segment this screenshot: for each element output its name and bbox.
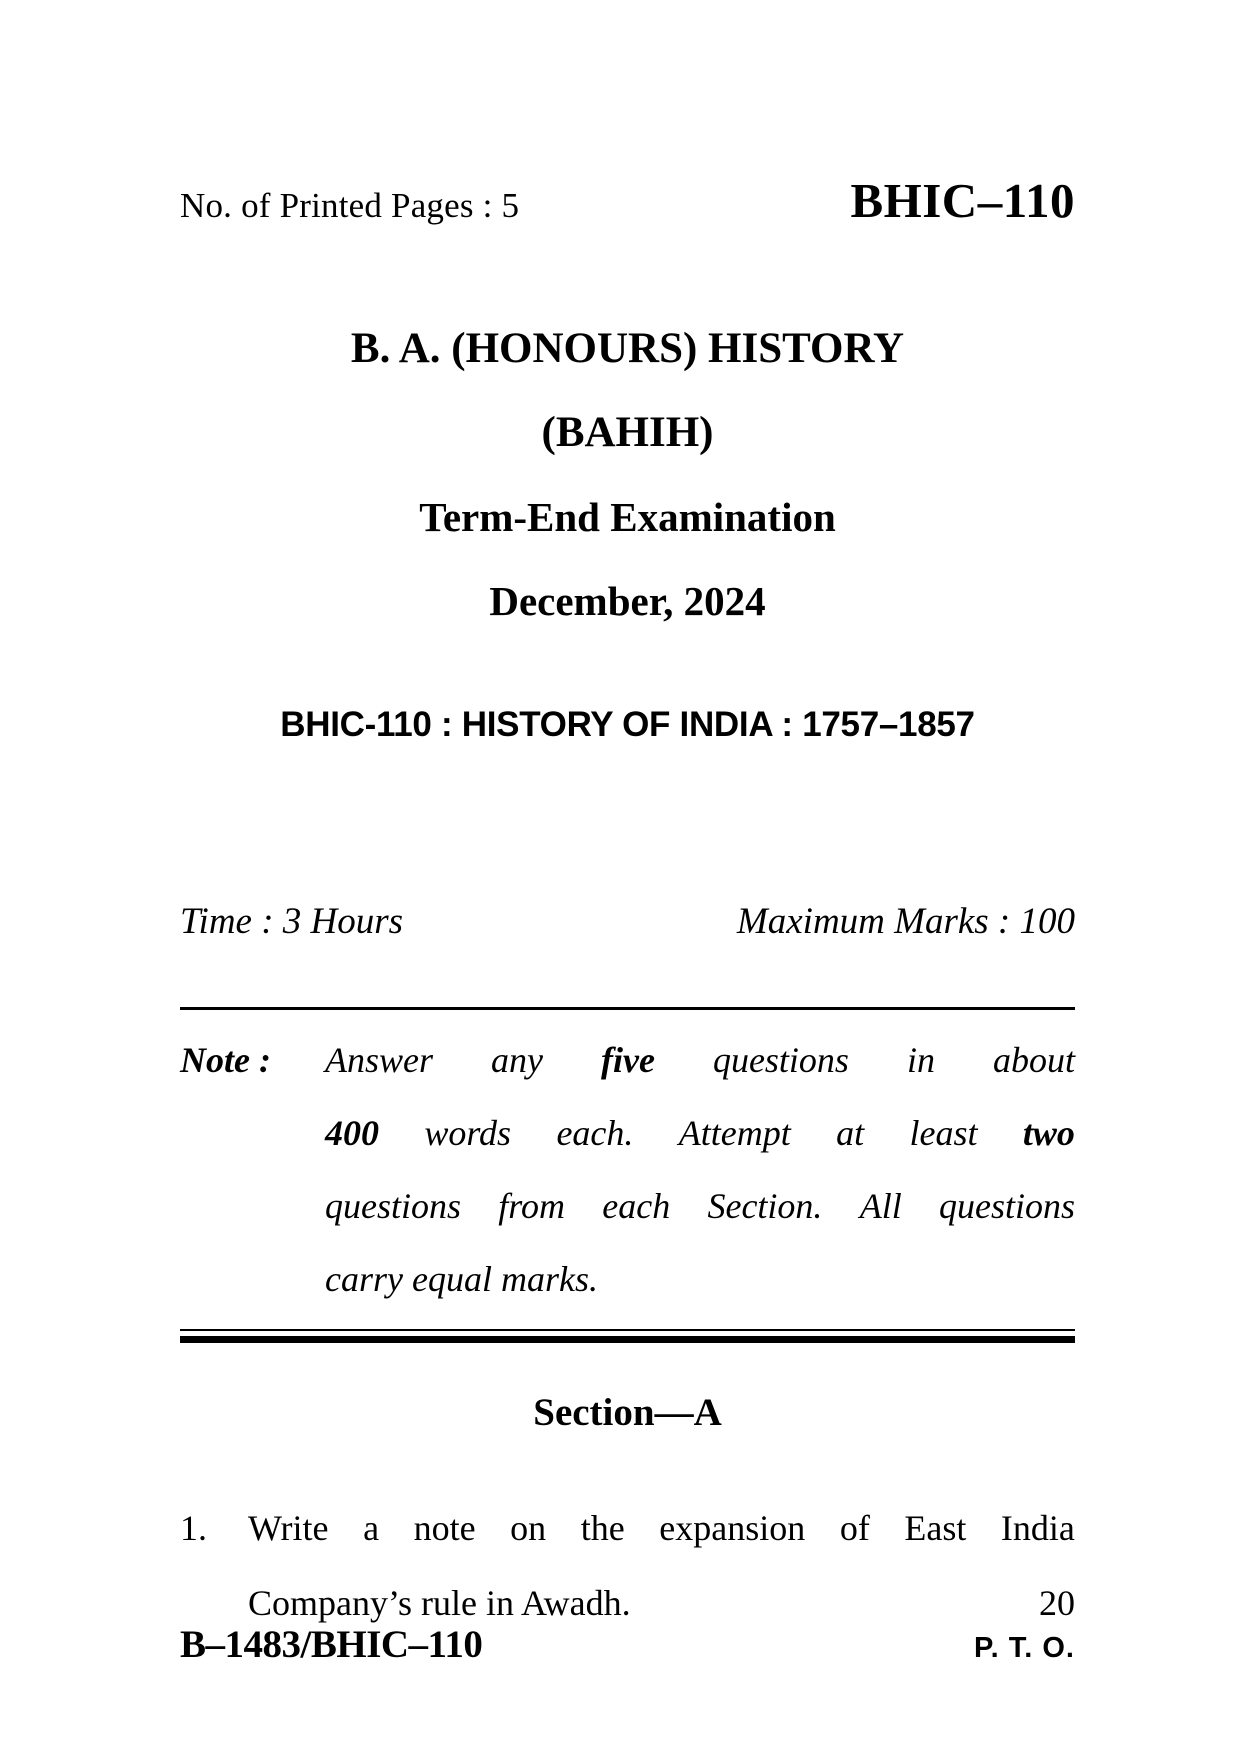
programme-code: (BAHIH) (541, 409, 714, 456)
question-marks: 20 (1039, 1583, 1075, 1623)
question-1 (180, 1491, 1075, 1641)
title-block (180, 307, 1075, 643)
note-line-4: carry equal marks. (325, 1259, 598, 1299)
note-block (180, 1024, 1075, 1316)
note-label: Note : (180, 1040, 271, 1080)
double-rule-thin-line (180, 1329, 1075, 1331)
question-1-line-1 (180, 1491, 1075, 1566)
section-heading: Section—A (533, 1391, 722, 1434)
course-title: BHIC-110 : HISTORY OF INDIA : 1757–1857 (280, 705, 975, 744)
note-line-3: questions from each Section. All questions (325, 1186, 1075, 1226)
paper-code: BHIC–110 (850, 173, 1075, 228)
note-line-2: 400 words each. Attempt at least two (325, 1113, 1075, 1153)
double-rule-thick-line (180, 1336, 1075, 1343)
printed-pages-label: No. of Printed Pages : 5 (180, 186, 520, 225)
exam-meta-row (180, 899, 1075, 945)
horizontal-rule-thin (180, 1007, 1075, 1010)
exam-title: Term-End Examination (419, 494, 836, 540)
question-number: 1. (180, 1508, 207, 1548)
horizontal-rule-double (180, 1329, 1075, 1343)
footer-paper-code: B–1483/BHIC–110 (180, 1623, 483, 1666)
programme-title: B. A. (HONOURS) HISTORY (350, 325, 905, 372)
question-text-line-1: Write a note on the expansion of East India (248, 1508, 1075, 1548)
pto-label: P. T. O. (974, 1632, 1075, 1664)
note-body (325, 1097, 1075, 1316)
maximum-marks: Maximum Marks : 100 (736, 901, 1075, 942)
page-header (180, 172, 1075, 229)
note-line-1: Answer any five questions in about (325, 1040, 1075, 1080)
question-text-line-2: Company’s rule in Awadh. (248, 1583, 631, 1623)
time-allowed: Time : 3 Hours (180, 901, 404, 942)
exam-session: December, 2024 (489, 578, 766, 624)
page-footer (180, 1622, 1075, 1667)
